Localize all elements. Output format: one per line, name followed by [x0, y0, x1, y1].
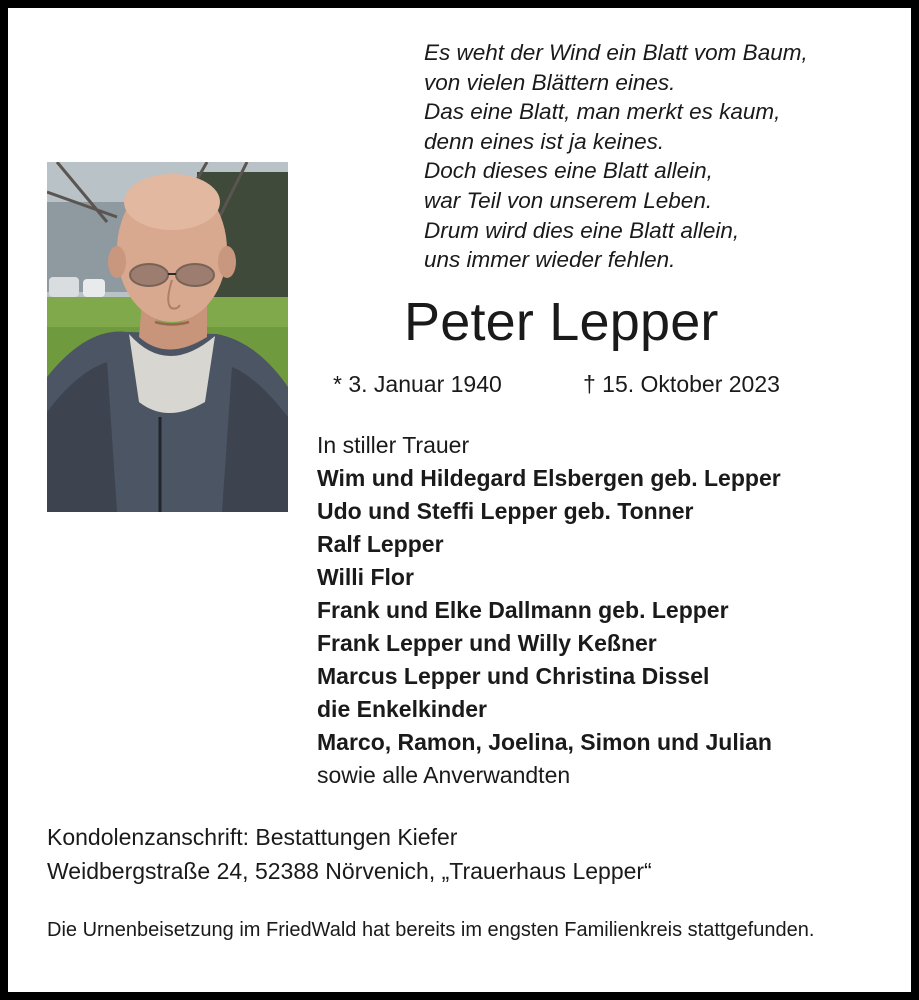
mourner-name: Frank und Elke Dallmann geb. Lepper	[317, 597, 729, 623]
mourner-name: Frank Lepper und Willy Keßner	[317, 630, 657, 656]
mourners-list	[317, 429, 781, 792]
condolence-line: Weidbergstraße 24, 52388 Nörvenich, „Trauerhaus Lepper“	[47, 858, 652, 884]
birth-date: * 3. Januar 1940	[333, 371, 502, 397]
portrait-photo	[47, 162, 288, 512]
mourner-name: Marcus Lepper und Christina Dissel	[317, 663, 710, 689]
condolence-address	[47, 820, 652, 888]
mourners-closing: sowie alle Anverwandten	[317, 762, 571, 788]
poem-line: Doch dieses eine Blatt allein,	[424, 158, 713, 184]
deceased-name: Peter Lepper	[404, 292, 719, 352]
burial-note: Die Urnenbeisetzung im FriedWald hat bereits im engsten Familienkreis stattgefunden.	[47, 919, 815, 941]
poem-line: Es weht der Wind ein Blatt vom Baum,	[424, 40, 808, 65]
mourner-name: Willi Flor	[317, 564, 414, 590]
poem-line: uns immer wieder fehlen.	[424, 247, 676, 273]
mourner-name: Wim und Hildegard Elsbergen geb. Lepper	[317, 465, 781, 491]
mourner-name: Udo und Steffi Lepper geb. Tonner	[317, 498, 694, 524]
death-date: † 15. Oktober 2023	[583, 371, 780, 397]
poem-line: war Teil von unserem Leben.	[424, 187, 713, 213]
mourners-intro: In stiller Trauer	[317, 432, 470, 458]
poem-line: Das eine Blatt, man merkt es kaum,	[424, 99, 781, 125]
mourner-name: die Enkelkinder	[317, 696, 488, 722]
poem-line: von vielen Blättern eines.	[424, 69, 676, 95]
poem-line: denn eines ist ja keines.	[424, 128, 665, 154]
poem-line: Drum wird dies eine Blatt allein,	[424, 217, 740, 243]
mourner-name: Ralf Lepper	[317, 531, 444, 557]
condolence-line: Kondolenzanschrift: Bestattungen Kiefer	[47, 824, 458, 850]
mourner-name: Marco, Ramon, Joelina, Simon und Julian	[317, 729, 772, 755]
poem	[424, 38, 808, 275]
